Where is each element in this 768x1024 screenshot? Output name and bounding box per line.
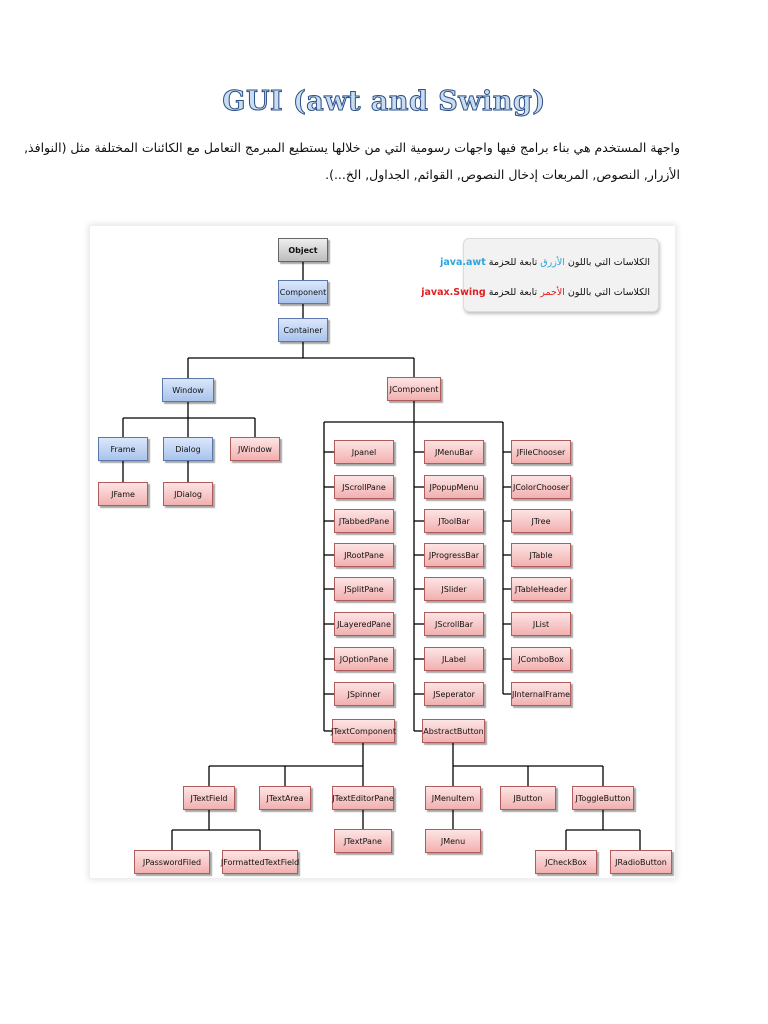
- node-component: Component: [278, 280, 328, 304]
- node-jfilechooser: JFileChooser: [511, 440, 571, 464]
- node-jfame: JFame: [98, 482, 148, 506]
- legend-color-word-red: الأحمر: [540, 287, 565, 298]
- intro-paragraph-line-1: واجهة المستخدم هي بناء برامج فيها واجهات رسومية التي من خلالها يستطيع المبرمج التعامل مع الكائنات المختلفة مثل (النوافذ,: [24, 140, 680, 155]
- node-jtree: JTree: [511, 509, 571, 533]
- node-jradiobutton: JRadioButton: [610, 850, 672, 874]
- node-jseperator: JSeperator: [424, 682, 484, 706]
- node-jbutton: JButton: [500, 786, 556, 810]
- node-jcomponent: JComponent: [387, 377, 441, 401]
- page-title: GUI (awt and Swing): [222, 86, 546, 117]
- node-jlist: JList: [511, 612, 571, 636]
- legend-text: الكلاسات التي باللون: [567, 287, 650, 298]
- legend-package-awt: java.awt: [440, 257, 486, 268]
- legend-color-word-blue: الأزرق: [540, 257, 565, 268]
- node-jmenu: JMenu: [425, 829, 481, 853]
- legend-text: تابعة للحزمة: [488, 257, 538, 268]
- node-jtextarea: JTextArea: [259, 786, 311, 810]
- node-abstractbutton: AbstractButton: [422, 719, 485, 743]
- node-jsplitpane: JSplitPane: [334, 577, 394, 601]
- node-jtabbedpane: JTabbedPane: [334, 509, 394, 533]
- node-jtexteditorpane: JTextEditorPane: [332, 786, 394, 810]
- node-jlabel: JLabel: [424, 647, 484, 671]
- node-object: Object: [278, 238, 328, 262]
- node-jmenuitem: JMenuItem: [425, 786, 481, 810]
- node-jdialog: JDialog: [163, 482, 213, 506]
- node-jinternalframe: JInternalFrame: [511, 682, 571, 706]
- legend-text: الكلاسات التي باللون: [567, 257, 650, 268]
- node-jcolorchooser: JColorChooser: [511, 475, 571, 499]
- node-jtogglebutton: JToggleButton: [572, 786, 634, 810]
- legend-package-swing: javax.Swing: [421, 287, 486, 298]
- node-window: Window: [162, 378, 214, 402]
- node-frame: Frame: [98, 437, 148, 461]
- intro-paragraph-line-2: الأزرار, النصوص, المربعات إدخال النصوص, القوائم, الجداول, الخ...).: [325, 167, 680, 182]
- node-jtableheader: JTableHeader: [511, 577, 571, 601]
- node-jcheckbox: JCheckBox: [535, 850, 597, 874]
- node-jslider: JSlider: [424, 577, 484, 601]
- node-dialog: Dialog: [163, 437, 213, 461]
- node-jtextpane: JTextPane: [334, 829, 392, 853]
- node-jwindow: JWindow: [230, 437, 280, 461]
- node-jformattedtextfield: JFormattedTextField: [222, 850, 298, 874]
- node-joptionpane: JOptionPane: [334, 647, 394, 671]
- legend-line-awt: [440, 257, 650, 268]
- node-jprogressbar: JProgressBar: [424, 543, 484, 567]
- node-jlayeredpane: JLayeredPane: [334, 612, 394, 636]
- node-jscrollbar: JScrollBar: [424, 612, 484, 636]
- node-jmenubar: JMenuBar: [424, 440, 484, 464]
- node-jrootpane: JRootPane: [334, 543, 394, 567]
- node-jtoolbar: JToolBar: [424, 509, 484, 533]
- node-container: Container: [278, 318, 328, 342]
- node-jtextcomponent: JTextComponent: [332, 719, 395, 743]
- color-legend: [421, 238, 659, 312]
- node-jcombobox: JComboBox: [511, 647, 571, 671]
- node-jscrollpane: JScrollPane: [334, 475, 394, 499]
- node-jpopupmenu: JPopupMenu: [424, 475, 484, 499]
- node-jpasswordfiled: JPasswordFiled: [134, 850, 210, 874]
- legend-line-swing: [421, 287, 650, 298]
- legend-text: تابعة للحزمة: [488, 287, 538, 298]
- node-jspinner: JSpinner: [334, 682, 394, 706]
- node-jpanel: Jpanel: [334, 440, 394, 464]
- node-jtextfield: JTextField: [183, 786, 235, 810]
- node-jtable: JTable: [511, 543, 571, 567]
